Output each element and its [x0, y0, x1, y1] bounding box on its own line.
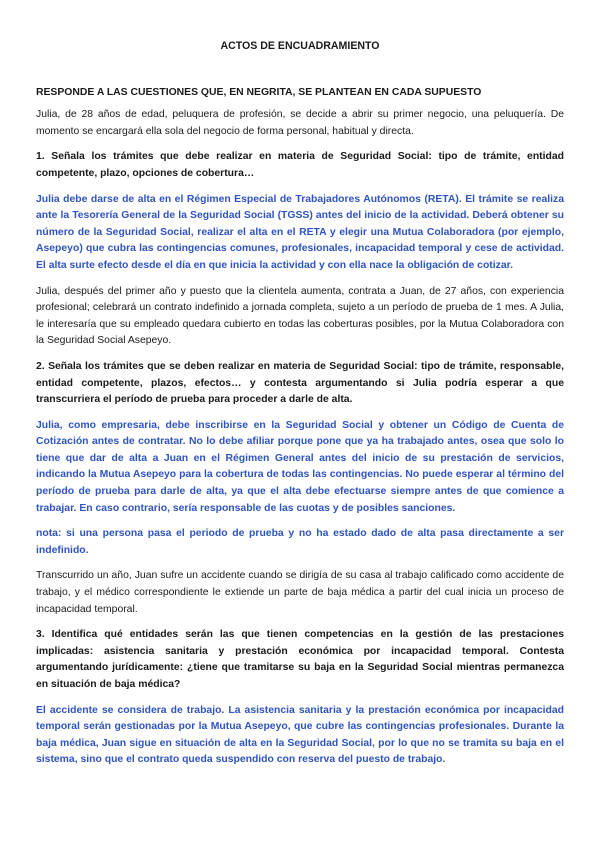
question-2: 2. Señala los trámites que se deben realizar en materia de Seguridad Social: tipo de trámite, responsable, entidad competente, plazos, efectos… y contesta argumentando si Julia podría esperar a que transcurriera el período de prueba para proceder a darle de alta. [36, 360, 564, 406]
instructions-heading: RESPONDE A LAS CUESTIONES QUE, EN NEGRITA, SE PLANTEAN EN CADA SUPUESTO [36, 86, 482, 98]
case-intro-paragraph: Julia, de 28 años de edad, peluquera de profesión, se decide a abrir su primer negocio, una peluquería. De momento se encargará ella sola del negocio de forma personal, habitual y directa. [36, 109, 564, 137]
answer-1: Julia debe darse de alta en el Régimen Especial de Trabajadores Autónomos (RETA). El trámite se realiza ante la Tesorería General de la Seguridad Social (TGSS) antes del inicio de la actividad. Deberá obtener su número de la Seguridad Social, realizar el alta en el RETA y elegir una Mutua Colaboradora (por ejemplo, Asepeyo) que cubra las contingencias comunes, profesionales, incapacidad temporal y cese de actividad. El alta surte efecto desde el día en que inicia la actividad y con ella nace la obligación de cotizar. [36, 193, 564, 271]
answer-2: Julia, como empresaria, debe inscribirse en la Seguridad Social y obtener un Código de Cuenta de Cotización antes de contratar. No lo debe afiliar porque pone que ya ha trabajado antes, osea que solo lo tiene que dar de alta a Juan en el Régimen General antes del inicio de su prestación de servicios, indicando la Mutua Asepeyo para la cobertura de todas las contingencias. No puede esperar al término del período de prueba para darle de alta, ya que el alta debe efectuarse siempre antes de que comience a trabajar. En caso contrario, sería responsable de las cuotas y de posibles sanciones. [36, 419, 564, 514]
answer-3: El accidente se considera de trabajo. La asistencia sanitaria y la prestación económica por incapacidad temporal serán gestionadas por la Mutua Asepeyo, que cubre las contingencias profesionales. Durante la baja médica, Juan sigue en situación de alta en la Seguridad Social, por lo que no se tramita su baja en el sistema, sino que el contrato queda suspendido con reserva del puesto de trabajo. [36, 704, 564, 766]
case-2-paragraph: Julia, después del primer año y puesto que la clientela aumenta, contrata a Juan, de 27 años, con experiencia profesional; celebrará un contrato indefinido a jornada completa, sujeto a un período de prueba de 1 mes. A Julia, le interesaría que su empleado quedara cubierto en todas las coberturas posibles, por la Mutua Colaboradora con la Seguridad Social Asepeyo. [36, 285, 564, 347]
case-3-paragraph: Transcurrido un año, Juan sufre un accidente cuando se dirigía de su casa al trabajo calificado como accidente de trabajo, y el médico correspondiente le extiende un parte de baja médica a partir del cual inicia un proceso de incapacidad temporal. [36, 570, 564, 615]
question-3: 3. Identifica qué entidades serán las que tienen competencias en la gestión de las prestaciones implicadas: asistencia sanitaria y prestación económica por incapacidad temporal. Contesta argumentando jurídicamente: ¿tiene que tramitarse su baja en la Seguridad Social mientras permanezca en situación de baja médica? [36, 629, 564, 690]
question-1: 1. Señala los trámites que debe realizar en materia de Seguridad Social: tipo de trámite, entidad competente, plazo, opciones de cobertura… [36, 151, 564, 179]
note-paragraph: nota: si una persona pasa el periodo de prueba y no ha estado dado de alta pasa directamente a ser indefinido. [36, 528, 564, 556]
document-title: ACTOS DE ENCUADRAMIENTO [220, 40, 380, 52]
